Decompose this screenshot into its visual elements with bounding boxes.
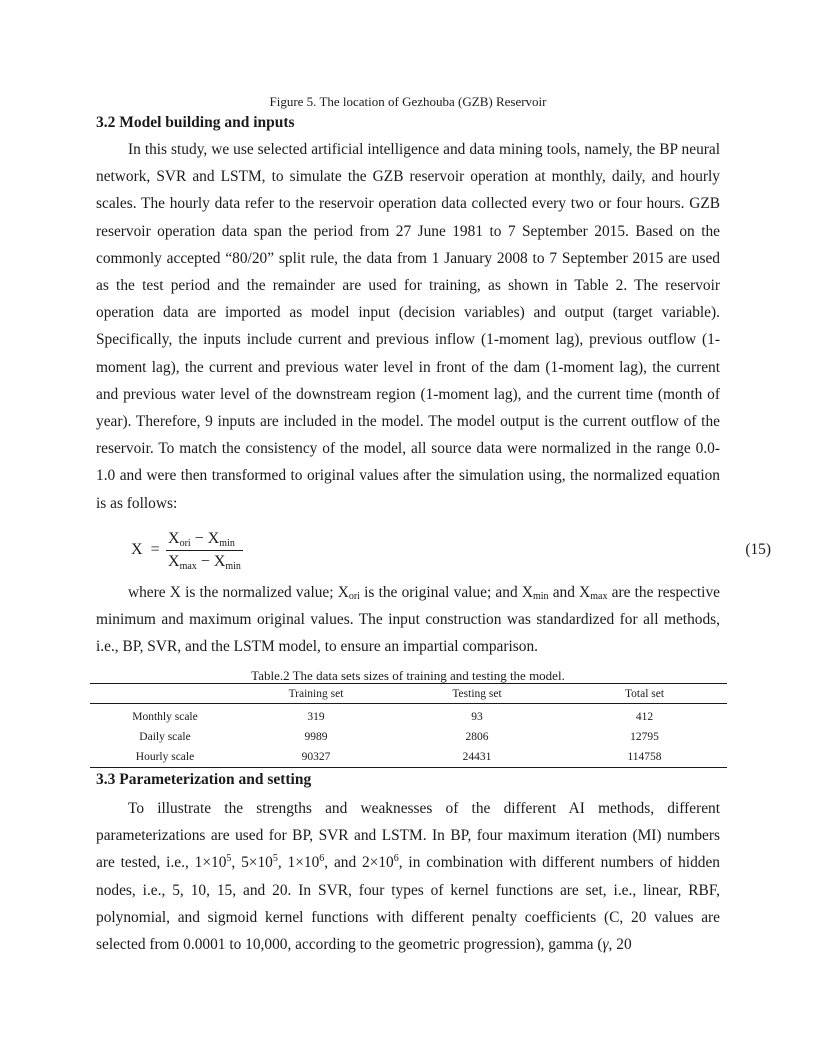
equation-denominator: $X_{max} - X_{min}$ bbox=[168, 553, 241, 572]
equation-fraction bbox=[166, 530, 243, 572]
table-cell: Monthly scale bbox=[132, 711, 198, 723]
table-cell: Daily scale bbox=[139, 731, 191, 743]
table-cell: 9989 bbox=[304, 731, 328, 743]
figure-caption: Figure 5. The location of Gezhouba (GZB) Reservoir bbox=[269, 94, 547, 109]
table-row bbox=[90, 704, 727, 728]
table-cell: 319 bbox=[307, 711, 325, 723]
table-row bbox=[90, 747, 727, 768]
table-header-row bbox=[90, 684, 727, 704]
table-cell: 93 bbox=[471, 711, 483, 723]
table-cell: 90327 bbox=[240, 747, 392, 768]
table-row bbox=[90, 727, 727, 747]
table-cell: 412 bbox=[635, 711, 654, 723]
table-header-cell: Testing set bbox=[392, 684, 562, 704]
where-paragraph: where X is the normalized value; $X_{ori}$ is the original value; and $X_{min}$ and $X_{max}$ are the respective minimum and maximum original values. The input construction was standardized for all methods, i.e., BP, SVR, and the LSTM model, to ensure an impartial comparison. bbox=[96, 584, 720, 656]
table-cell: 12795 bbox=[630, 731, 659, 743]
equation-lhs: X = bbox=[131, 541, 160, 558]
table-header-cell: Training set bbox=[240, 684, 392, 704]
equation-numerator: $X_{ori} - X_{min}$ bbox=[166, 530, 243, 551]
equation-number: (15) bbox=[745, 541, 771, 558]
table-caption: Table.2 The data sets sizes of training and testing the model. bbox=[251, 668, 565, 683]
table-cell: 2806 bbox=[465, 731, 489, 743]
section-heading-3-2: 3.2 Model building and inputs bbox=[96, 114, 295, 131]
table-cell: 114758 bbox=[562, 747, 727, 768]
table-cell: 24431 bbox=[392, 747, 562, 768]
table-header-cell bbox=[90, 684, 240, 704]
data-sets-table bbox=[90, 683, 727, 768]
section-heading-3-3: 3.3 Parameterization and setting bbox=[96, 771, 312, 788]
section-3-2-paragraph: In this study, we use selected artificial intelligence and data mining tools, namely, the BP neural network, SVR and LSTM, to simulate the GZB reservoir operation at monthly, daily, and hourly scales. The hourly data refer to the reservoir operation data collected every two or four hours. GZB reservoir operation data span the period from 27 June 1981 to 7 September 2015. Based on the commonly accepted “80/20” split rule, the data from 1 January 2008 to 7 September 2015 are used as the test period and the remainder are used for training, as shown in Table 2. The reservoir operation data are imported as model input (decision variables) and output (target variable). Specifically, the inputs include current and previous inflow (1-moment lag), previous outflow (1-moment lag), the current and previous water level in front of the dam (1-moment lag), the current and previous water level of the downstream region (1-moment lag), and the current time (month of year). Therefore, 9 inputs are included in the model. The model output is the current outflow of the reservoir. To match the consistency of the model, all source data were normalized in the range 0.0-1.0 and were then transformed to original values after the simulation using, the normalized equation is as follows: bbox=[96, 141, 720, 512]
normalization-equation bbox=[131, 528, 771, 576]
table-cell: Hourly scale bbox=[90, 747, 240, 768]
section-3-3-paragraph: To illustrate the strengths and weaknesses of the different AI methods, different parameterizations are used for BP, SVR and LSTM. In BP, four maximum iteration (MI) numbers are tested, i.e., $1\times 10^5$, $5\times 10^5$, $1\times 10^6$, and $2\times 10^6$, in combination with different numbers of hidden nodes, i.e., 5, 10, 15, and 20. In SVR, four types of kernel functions are set, i.e., linear, RBF, polynomial, and sigmoid kernel functions with different penalty coefficients (C, 20 values are selected from 0.0001 to 10,000, according to the geometric progression), gamma (γ, 20 bbox=[96, 800, 720, 954]
table-header-cell: Total set bbox=[562, 684, 727, 704]
